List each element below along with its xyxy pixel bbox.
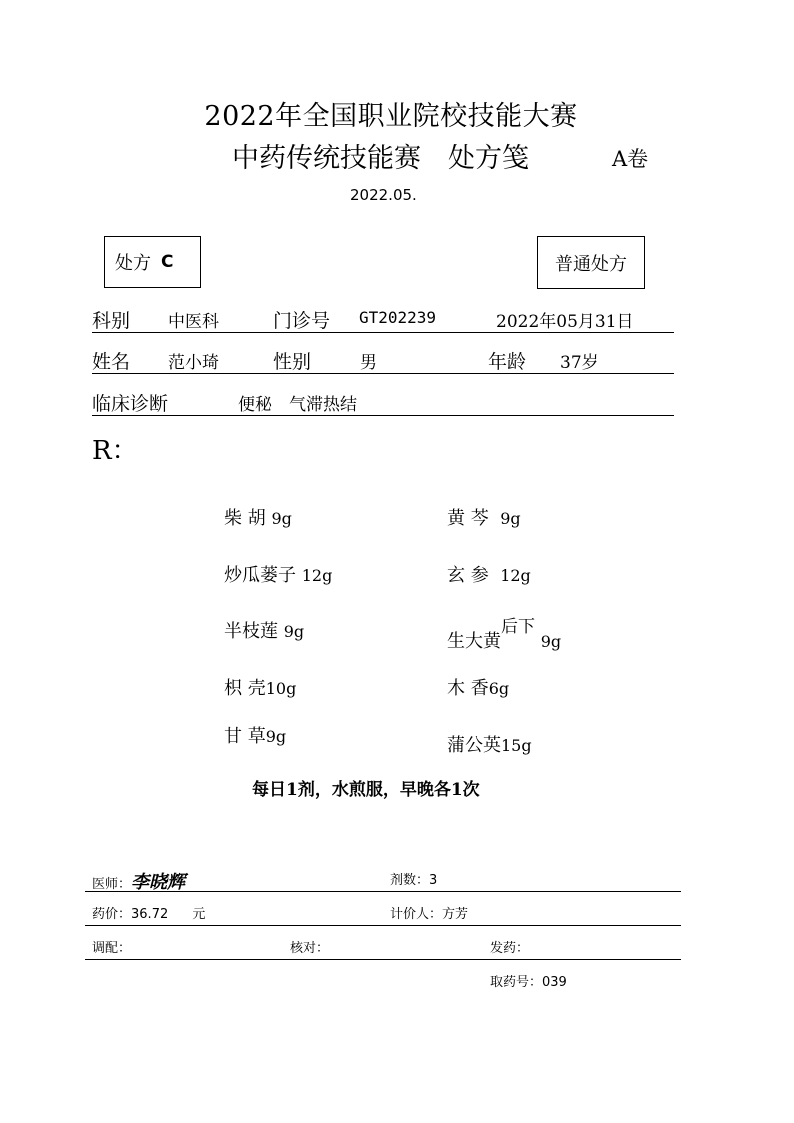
prescription-label: 处方	[115, 253, 151, 274]
herb-name: 玄 参	[447, 565, 489, 586]
clinic-label: 门诊号	[273, 310, 331, 332]
herb-dose: 12g	[500, 566, 531, 585]
age-label: 年龄	[488, 351, 527, 373]
paper-version: A卷	[612, 147, 649, 171]
patient-sex: 男	[360, 353, 377, 373]
currency-unit: 元	[192, 907, 206, 922]
prescription-type-box	[537, 236, 645, 289]
doses-value: 3	[429, 873, 438, 888]
pickup-number: 039	[542, 975, 567, 990]
prescription-code: C	[161, 252, 174, 272]
herb-item	[447, 674, 509, 700]
herb-name: 炒瓜蒌子	[224, 565, 296, 586]
herb-name: 黄 芩	[447, 508, 489, 529]
herb-dose: 9g	[271, 509, 292, 528]
patient-name: 范小琦	[168, 353, 219, 373]
patient-row-3	[92, 389, 674, 416]
herb-dose: 10g	[265, 679, 297, 698]
doctor-signature: 李晓辉	[131, 872, 186, 893]
herb-dose: 9g	[265, 727, 287, 746]
patient-row-2	[92, 347, 674, 374]
dispense-label: 调配：	[92, 941, 132, 956]
dept-label: 科别	[92, 310, 131, 332]
patient-age: 37岁	[560, 353, 599, 373]
diagnosis-value: 便秘 气滞热结	[238, 395, 357, 415]
diagnosis-label: 临床诊断	[92, 393, 169, 415]
rx-symbol: R：	[92, 436, 138, 466]
herb-dose: 6g	[488, 679, 510, 698]
herb-item	[447, 561, 531, 587]
divider	[85, 891, 681, 892]
pricer-field	[390, 903, 468, 922]
herb-dose: 9g	[500, 509, 521, 528]
herb-item	[224, 674, 296, 700]
check-label: 核对：	[290, 941, 330, 956]
dept-value: 中医科	[168, 312, 219, 332]
herb-name: 枳 壳	[224, 678, 266, 699]
issue-date: 2022.05.	[350, 186, 417, 204]
price-field	[92, 903, 205, 922]
herb-name: 木 香	[447, 678, 489, 699]
herb-note: 后下	[501, 617, 535, 637]
divider	[85, 959, 681, 960]
name-label: 姓名	[92, 351, 131, 373]
doctor-label: 医师：	[92, 877, 132, 892]
doses-field	[390, 869, 437, 888]
issue-label: 发药：	[490, 941, 530, 956]
pricer-name: 方芳	[442, 907, 469, 922]
herb-item	[224, 504, 292, 530]
pricer-label: 计价人：	[390, 907, 443, 922]
herb-item	[447, 614, 562, 652]
prescription-code-box	[104, 236, 201, 288]
herb-name: 生大黄	[447, 631, 501, 652]
herb-item	[447, 504, 521, 530]
competition-title: 2022年全国职业院校技能大赛	[204, 101, 578, 132]
herb-item	[224, 561, 332, 587]
herb-dose: 15g	[501, 736, 532, 755]
herb-dose: 9g	[283, 622, 305, 641]
herb-item	[447, 731, 532, 757]
price-value: 36.72	[131, 907, 169, 922]
usage-instructions: 每日1剂，水煎服，早晚各1次	[252, 780, 480, 800]
price-label: 药价：	[92, 907, 132, 922]
herb-dose: 12g	[301, 566, 333, 585]
herb-name: 蒲公英	[447, 735, 501, 756]
patient-row-1	[92, 306, 674, 333]
visit-date: 2022年05月31日	[496, 312, 634, 332]
prescription-title: 中药传统技能赛 处方笺	[232, 143, 529, 174]
herb-name: 柴 胡	[224, 508, 266, 529]
pickup-label: 取药号：	[490, 975, 543, 990]
pickup-field	[490, 971, 567, 990]
herb-item	[224, 617, 304, 643]
divider	[85, 925, 681, 926]
sex-label: 性别	[273, 351, 312, 373]
prescription-type: 普通处方	[555, 253, 627, 275]
herb-item	[224, 722, 286, 748]
herb-name: 半枝莲	[224, 621, 278, 642]
clinic-number: GT202239	[359, 308, 437, 327]
doses-label: 剂数：	[390, 873, 430, 888]
herb-name: 甘 草	[224, 726, 266, 747]
herb-dose: 9g	[540, 632, 562, 651]
